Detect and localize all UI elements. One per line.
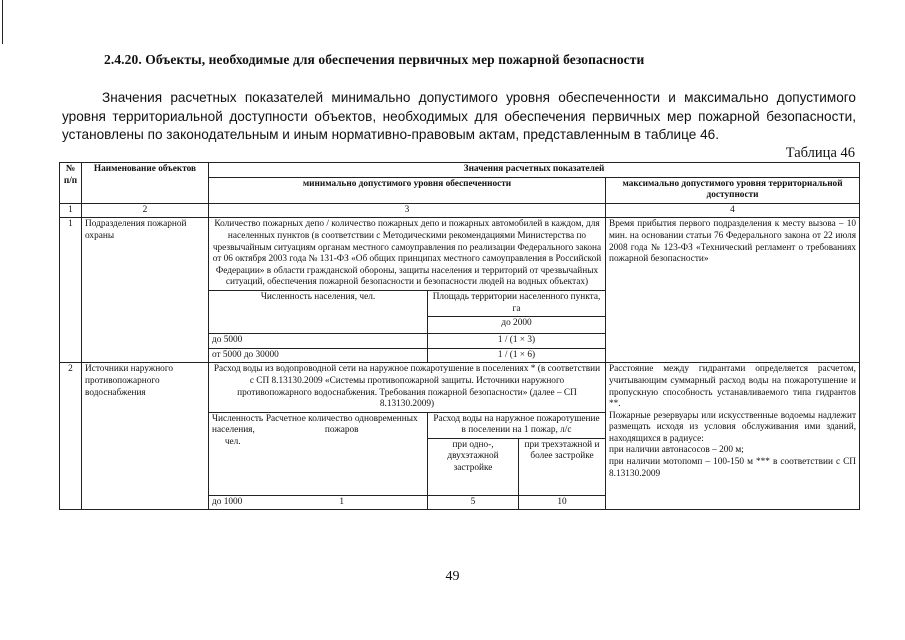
- col-number-4: 4: [606, 203, 860, 218]
- row2-fires-1: 1: [257, 495, 428, 510]
- row2-name: Источники наружного противопожарного водоснабжения: [82, 363, 209, 510]
- row2-low-1: 5: [428, 495, 519, 510]
- table-row: [60, 218, 860, 291]
- row1-num: 1: [60, 218, 82, 363]
- row2-max-text-1: Расстояние между гидрантами определяется расчетом, учитывающим суммарный расход воды на пожаротушение и пропускную способность устанавливаемого типа гидрантов **.: [609, 364, 857, 410]
- row1-name: Подразделения пожарной охраны: [82, 218, 209, 363]
- row1-pop-1: до 5000: [209, 334, 428, 349]
- table-row: [60, 363, 860, 412]
- row2-low-header: при одно-, двухэтажной застройке: [428, 438, 519, 495]
- table-caption: Таблица 46: [785, 145, 855, 161]
- requirements-table: [59, 162, 860, 510]
- row1-area-header: Площадь территории населенного пункта, га: [428, 290, 606, 316]
- row1-value-1: 1 / (1 × 3): [428, 334, 606, 349]
- row1-area-value: до 2000: [428, 317, 606, 334]
- row1-pop-2: от 5000 до 30000: [209, 348, 428, 363]
- row2-max-text-2: Пожарные резервуары или искусственные водоемы надлежит размещать исходя из условия обслуживания ими зданий, находящихся в радиусе:: [609, 410, 857, 444]
- row2-pop-1: до 1000: [209, 495, 257, 510]
- row2-fires-header: Расчетное количество одновременных пожаров: [257, 412, 428, 495]
- row2-high-header: при трехэтажной и более застройке: [519, 438, 606, 495]
- table-header-row: [60, 163, 860, 178]
- section-heading: 2.4.20. Объекты, необходимые для обеспечения первичных мер пожарной безопасности: [104, 52, 645, 67]
- row1-pop-header: Численность населения, чел.: [209, 290, 428, 333]
- scan-edge-line: [2, 0, 3, 44]
- row2-min-text: Расход воды из водопроводной сети на наружное пожаротушение в поселениях * (в соответствии с СП 8.13130.2009 «Системы противопожарной защиты. Источники наружного противопожарного водоснабжения. Требования пожарной безопасности» (далее – СП 8.13130.2009): [209, 363, 606, 412]
- row1-value-2: 1 / (1 × 6): [428, 348, 606, 363]
- row1-min-text: Количество пожарных депо / количество пожарных депо и пожарных автомобилей в каждом, для населенных пунктов (в соответствии с Методическими рекомендациями Министерства по чрезвычайным ситуациям органам местного самоуправления по реализации Федерального закона от 06 октября 2003 года № 131-ФЗ «Об общих принципах местного самоуправления в Российской Федерации» в области гражданской обороны, защиты населения и территорий от чрезвычайных ситуаций, обеспечения пожарной безопасности и безопасности людей на водных объектах): [209, 218, 606, 291]
- header-min: минимально допустимого уровня обеспеченности: [209, 177, 606, 203]
- col-number-2: 2: [82, 203, 209, 218]
- header-values: Значения расчетных показателей: [209, 163, 860, 178]
- header-num: № п/п: [60, 163, 82, 204]
- col-number-3: 3: [209, 203, 606, 218]
- header-name: Наименование объектов: [82, 163, 209, 204]
- row2-flow-header: Расход воды на наружное пожаротушение в поселении на 1 пожар, л/с: [428, 412, 606, 438]
- row2-max-text: [606, 363, 860, 510]
- row2-num: 2: [60, 363, 82, 510]
- row1-max-text: Время прибытия первого подразделения к месту вызова – 10 мин. на основании статьи 76 Федерального закона от 22 июля 2008 года № 123-ФЗ «Технический регламент о требованиях пожарной безопасности»: [606, 218, 860, 363]
- column-number-row: [60, 203, 860, 218]
- header-max: максимально допустимого уровня территориальной доступности: [606, 177, 860, 203]
- row2-max-text-3: при наличии автонасосов – 200 м;: [609, 445, 744, 456]
- intro-paragraph: Значения расчетных показателей минимально допустимого уровня обеспеченности и максимально допустимого уровня территориальной доступности объектов, необходимых для обеспечения первичных мер пожарной безопасности, установлены по законодательным и иным нормативно-правовым актам, представленным в таблице 46.: [62, 90, 856, 142]
- col-number-1: 1: [60, 203, 82, 218]
- page-number: 49: [445, 569, 460, 584]
- row2-high-1: 10: [519, 495, 606, 510]
- row2-pop-header: Численность населения, чел.: [209, 412, 257, 495]
- row2-max-text-4: при наличии мотопомп – 100-150 м *** в соответствии с СП 8.13130.2009: [609, 457, 857, 479]
